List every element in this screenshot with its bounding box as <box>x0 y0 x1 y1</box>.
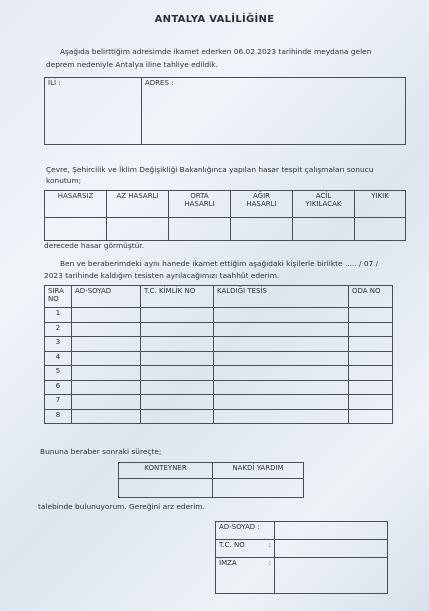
row-number: 2 <box>45 322 72 337</box>
row-number: 8 <box>45 409 72 424</box>
tesis-cell[interactable] <box>214 395 349 410</box>
tc-cell[interactable] <box>141 308 214 323</box>
damage-orta-checkbox[interactable] <box>169 218 231 241</box>
adsoyad-cell[interactable] <box>72 322 141 337</box>
tc-cell[interactable] <box>141 337 214 352</box>
tesis-cell[interactable] <box>214 366 349 381</box>
row-number: 4 <box>45 351 72 366</box>
signature-adsoyad-label: AD-SOYAD : <box>216 522 275 540</box>
table-row <box>45 409 393 424</box>
persons-oda-header: ODA NO <box>349 286 393 308</box>
damage-suffix: derecede hasar görmüştür. <box>44 241 144 250</box>
tesis-cell[interactable] <box>214 409 349 424</box>
damage-yikik-header: YIKIK <box>355 191 406 218</box>
adsoyad-cell[interactable] <box>72 380 141 395</box>
damage-orta-header <box>169 191 231 218</box>
process-text: Bununa beraber sonraki süreçte; <box>40 447 162 456</box>
persons-sira-line-2: NO <box>48 295 59 303</box>
signature-imza-field[interactable] <box>275 558 388 594</box>
tc-cell[interactable] <box>141 409 214 424</box>
intro-line-2: deprem nedeniyle Antalya iline tahliye edildik. <box>46 60 218 69</box>
adsoyad-cell[interactable] <box>72 366 141 381</box>
tc-cell[interactable] <box>141 366 214 381</box>
table-row <box>45 366 393 381</box>
tc-cell[interactable] <box>141 351 214 366</box>
adres-cell[interactable] <box>142 78 406 145</box>
persons-tc-header: T.C. KİMLİK NO <box>141 286 214 308</box>
adres-label: ADRES : <box>145 79 174 87</box>
table-row <box>45 337 393 352</box>
adsoyad-cell[interactable] <box>72 308 141 323</box>
konteyner-checkbox[interactable] <box>119 479 213 498</box>
oda-cell[interactable] <box>349 395 393 410</box>
persons-table <box>44 285 393 424</box>
row-number: 6 <box>45 380 72 395</box>
damage-acil-checkbox[interactable] <box>293 218 355 241</box>
request-table <box>118 462 304 498</box>
konteyner-header: KONTEYNER <box>119 463 213 479</box>
oda-cell[interactable] <box>349 380 393 395</box>
il-cell[interactable] <box>45 78 142 145</box>
damage-orta-line-1: ORTA <box>190 192 209 200</box>
damage-hasarsiz-checkbox[interactable] <box>45 218 107 241</box>
damage-acil-line-2: YIKILACAK <box>305 200 342 208</box>
signature-adsoyad-field[interactable] <box>275 522 388 540</box>
tc-cell[interactable] <box>141 322 214 337</box>
damage-agir-checkbox[interactable] <box>231 218 293 241</box>
adsoyad-cell[interactable] <box>72 337 141 352</box>
table-row <box>45 322 393 337</box>
signature-imza-colon: : <box>268 559 271 567</box>
damage-agir-line-1: AĞIR <box>252 192 271 200</box>
table-row <box>45 395 393 410</box>
oda-cell[interactable] <box>349 366 393 381</box>
oda-cell[interactable] <box>349 308 393 323</box>
signature-tc-text: T.C. NO <box>219 541 245 549</box>
damage-hasarsiz-header: HASARSIZ <box>45 191 107 218</box>
tc-cell[interactable] <box>141 380 214 395</box>
persons-tesis-header: KALDIĞI TESİS <box>214 286 349 308</box>
table-row <box>45 308 393 323</box>
damage-intro-line-2: konutum; <box>46 176 82 185</box>
damage-table <box>44 190 406 241</box>
address-box <box>44 77 406 145</box>
tesis-cell[interactable] <box>214 380 349 395</box>
signature-imza-label <box>216 558 275 594</box>
persons-sira-header <box>45 286 72 308</box>
tesis-cell[interactable] <box>214 308 349 323</box>
oda-cell[interactable] <box>349 322 393 337</box>
damage-yikik-checkbox[interactable] <box>355 218 406 241</box>
table-row <box>45 380 393 395</box>
signature-tc-field[interactable] <box>275 540 388 558</box>
damage-acil-header <box>293 191 355 218</box>
household-intro-line-2: 2023 tarihinde kaldığım tesisten ayrılacağımızı taahhüt ederim. <box>44 271 280 280</box>
document-title: ANTALYA VALİLİĞİNE <box>154 14 275 25</box>
il-label: İLİ : <box>48 79 61 87</box>
tesis-cell[interactable] <box>214 322 349 337</box>
damage-az-checkbox[interactable] <box>107 218 169 241</box>
request-suffix: talebinde bulunuyorum. Gereğini arz ederim. <box>38 502 205 511</box>
signature-imza-text: İMZA <box>219 559 237 567</box>
adsoyad-cell[interactable] <box>72 351 141 366</box>
row-number: 7 <box>45 395 72 410</box>
damage-agir-line-2: HASARLI <box>246 200 277 208</box>
persons-adsoyad-header: AD-SOYAD <box>72 286 141 308</box>
oda-cell[interactable] <box>349 351 393 366</box>
damage-intro-line-1: Çevre, Şehircilik ve İklim Değişikliği Bakanlığınca yapılan hasar tespit çalışmaları sonucu <box>46 165 374 174</box>
tesis-cell[interactable] <box>214 351 349 366</box>
row-number: 1 <box>45 308 72 323</box>
damage-agir-header <box>231 191 293 218</box>
damage-acil-line-1: ACİL <box>315 192 332 200</box>
tc-cell[interactable] <box>141 395 214 410</box>
intro-line-1: Aşağıda belirttiğim adresimde ikamet ederken 06.02.2023 tarihinde meydana gelen <box>60 47 372 56</box>
oda-cell[interactable] <box>349 409 393 424</box>
signature-tc-colon: : <box>268 541 271 549</box>
row-number: 3 <box>45 337 72 352</box>
table-row <box>45 351 393 366</box>
adsoyad-cell[interactable] <box>72 409 141 424</box>
tesis-cell[interactable] <box>214 337 349 352</box>
signature-tc-label <box>216 540 275 558</box>
damage-orta-line-2: HASARLI <box>184 200 215 208</box>
persons-sira-line-1: SIRA <box>48 287 64 295</box>
oda-cell[interactable] <box>349 337 393 352</box>
nakdi-checkbox[interactable] <box>213 479 304 498</box>
nakdi-header: NAKDİ YARDIM <box>213 463 304 479</box>
household-intro-line-1: Ben ve beraberimdeki aynı hanede ikamet ettiğim aşağıdaki kişilerle birlikte ..... / 07 / <box>60 259 379 268</box>
adsoyad-cell[interactable] <box>72 395 141 410</box>
signature-table <box>215 521 388 594</box>
damage-az-header: AZ HASARLI <box>107 191 169 218</box>
row-number: 5 <box>45 366 72 381</box>
